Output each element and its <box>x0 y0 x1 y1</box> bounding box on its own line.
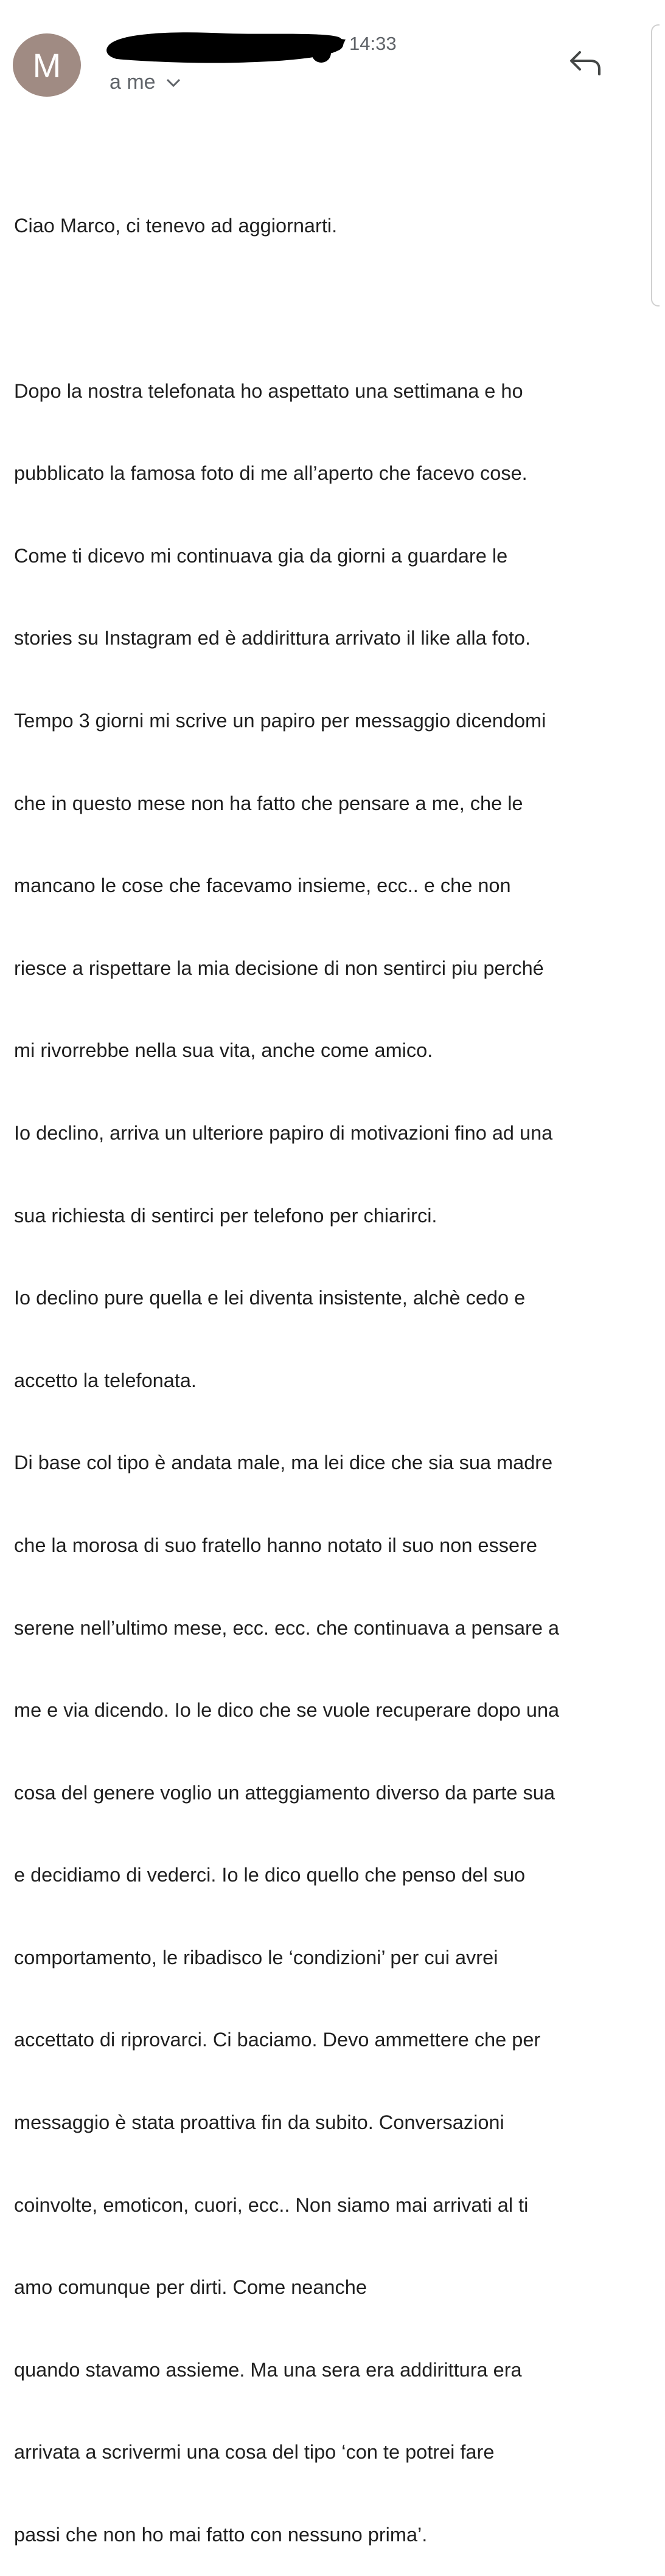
reply-icon[interactable] <box>569 49 603 78</box>
message-line: accettato di riprovarci. Ci baciamo. Devo ammettere che per <box>14 2029 541 2051</box>
message-line: riesce a rispettare la mia decisione di non sentirci piu perché <box>14 957 544 979</box>
message-line: stories su Instagram ed è addirittura arrivato il like alla foto. <box>14 627 531 649</box>
message-line: Io declino, arriva un ulteriore papiro di motivazioni fino ad una <box>14 1121 553 1144</box>
sender-avatar[interactable] <box>13 33 81 97</box>
sent-time: 14:33 <box>349 33 397 54</box>
message-line: sua richiesta di sentirci per telefono per chiarirci. <box>14 1204 437 1227</box>
message-line: accetto la telefonata. <box>14 1369 197 1391</box>
message-body <box>14 158 665 2576</box>
message-line: Di base col tipo è andata male, ma lei dice che sia sua madre <box>14 1452 553 1474</box>
message-line: pubblicato la famosa foto di me all’aperto che facevo cose. <box>14 462 527 485</box>
email-header <box>0 0 657 122</box>
message-line: Ciao Marco, ci tenevo ad aggiornarti. <box>14 215 338 237</box>
message-line: che la morosa di suo fratello hanno notato il suo non essere <box>14 1534 537 1556</box>
message-line: mancano le cose che facevamo insieme, ecc.. e che non <box>14 874 511 897</box>
message-line: arrivata a scrivermi una cosa del tipo ‘con te potrei fare <box>14 2441 495 2463</box>
message-line: Tempo 3 giorni mi scrive un papiro per messaggio dicendomi <box>14 709 546 732</box>
message-line: Dopo la nostra telefonata ho aspettato una settimana e ho <box>14 379 523 402</box>
message-line <box>14 295 665 322</box>
message-line: mi rivorrebbe nella sua vita, anche come amico. <box>14 1039 433 1062</box>
message-line: Come ti dicevo mi continuava gia da giorni a guardare le <box>14 544 508 567</box>
message-line: cosa del genere voglio un atteggiamento diverso da parte sua <box>14 1781 555 1804</box>
message-line: passi che non ho mai fatto con nessuno prima’. <box>14 2524 428 2546</box>
message-line: messaggio è stata proattiva fin da subito. Conversazioni <box>14 2111 504 2134</box>
recipient-label: a me <box>110 71 156 94</box>
message-line: che in questo mese non ha fatto che pensare a me, che le <box>14 792 523 814</box>
chevron-down-icon <box>165 77 181 89</box>
message-line: Io declino pure quella e lei diventa insistente, alchè cedo e <box>14 1287 526 1309</box>
message-line: coinvolte, emoticon, cuori, ecc.. Non siamo mai arrivati al ti <box>14 2193 529 2216</box>
message-line: amo comunque per dirti. Come neanche <box>14 2276 367 2299</box>
message-line: e decidiamo di vederci. Io le dico quello che penso del suo <box>14 1864 526 1886</box>
message-line: comportamento, le ribadisco le ‘condizioni’ per cui avrei <box>14 1946 498 1968</box>
message-line: quando stavamo assieme. Ma una sera era addirittura era <box>14 2358 522 2381</box>
sender-name-redacted <box>105 26 347 65</box>
recipient-details-toggle[interactable] <box>110 71 181 94</box>
message-line: me e via dicendo. Io le dico che se vuole recuperare dopo una <box>14 1699 560 1722</box>
message-line: serene nell’ultimo mese, ecc. ecc. che continuava a pensare a <box>14 1616 560 1639</box>
avatar-initial: M <box>32 46 61 85</box>
